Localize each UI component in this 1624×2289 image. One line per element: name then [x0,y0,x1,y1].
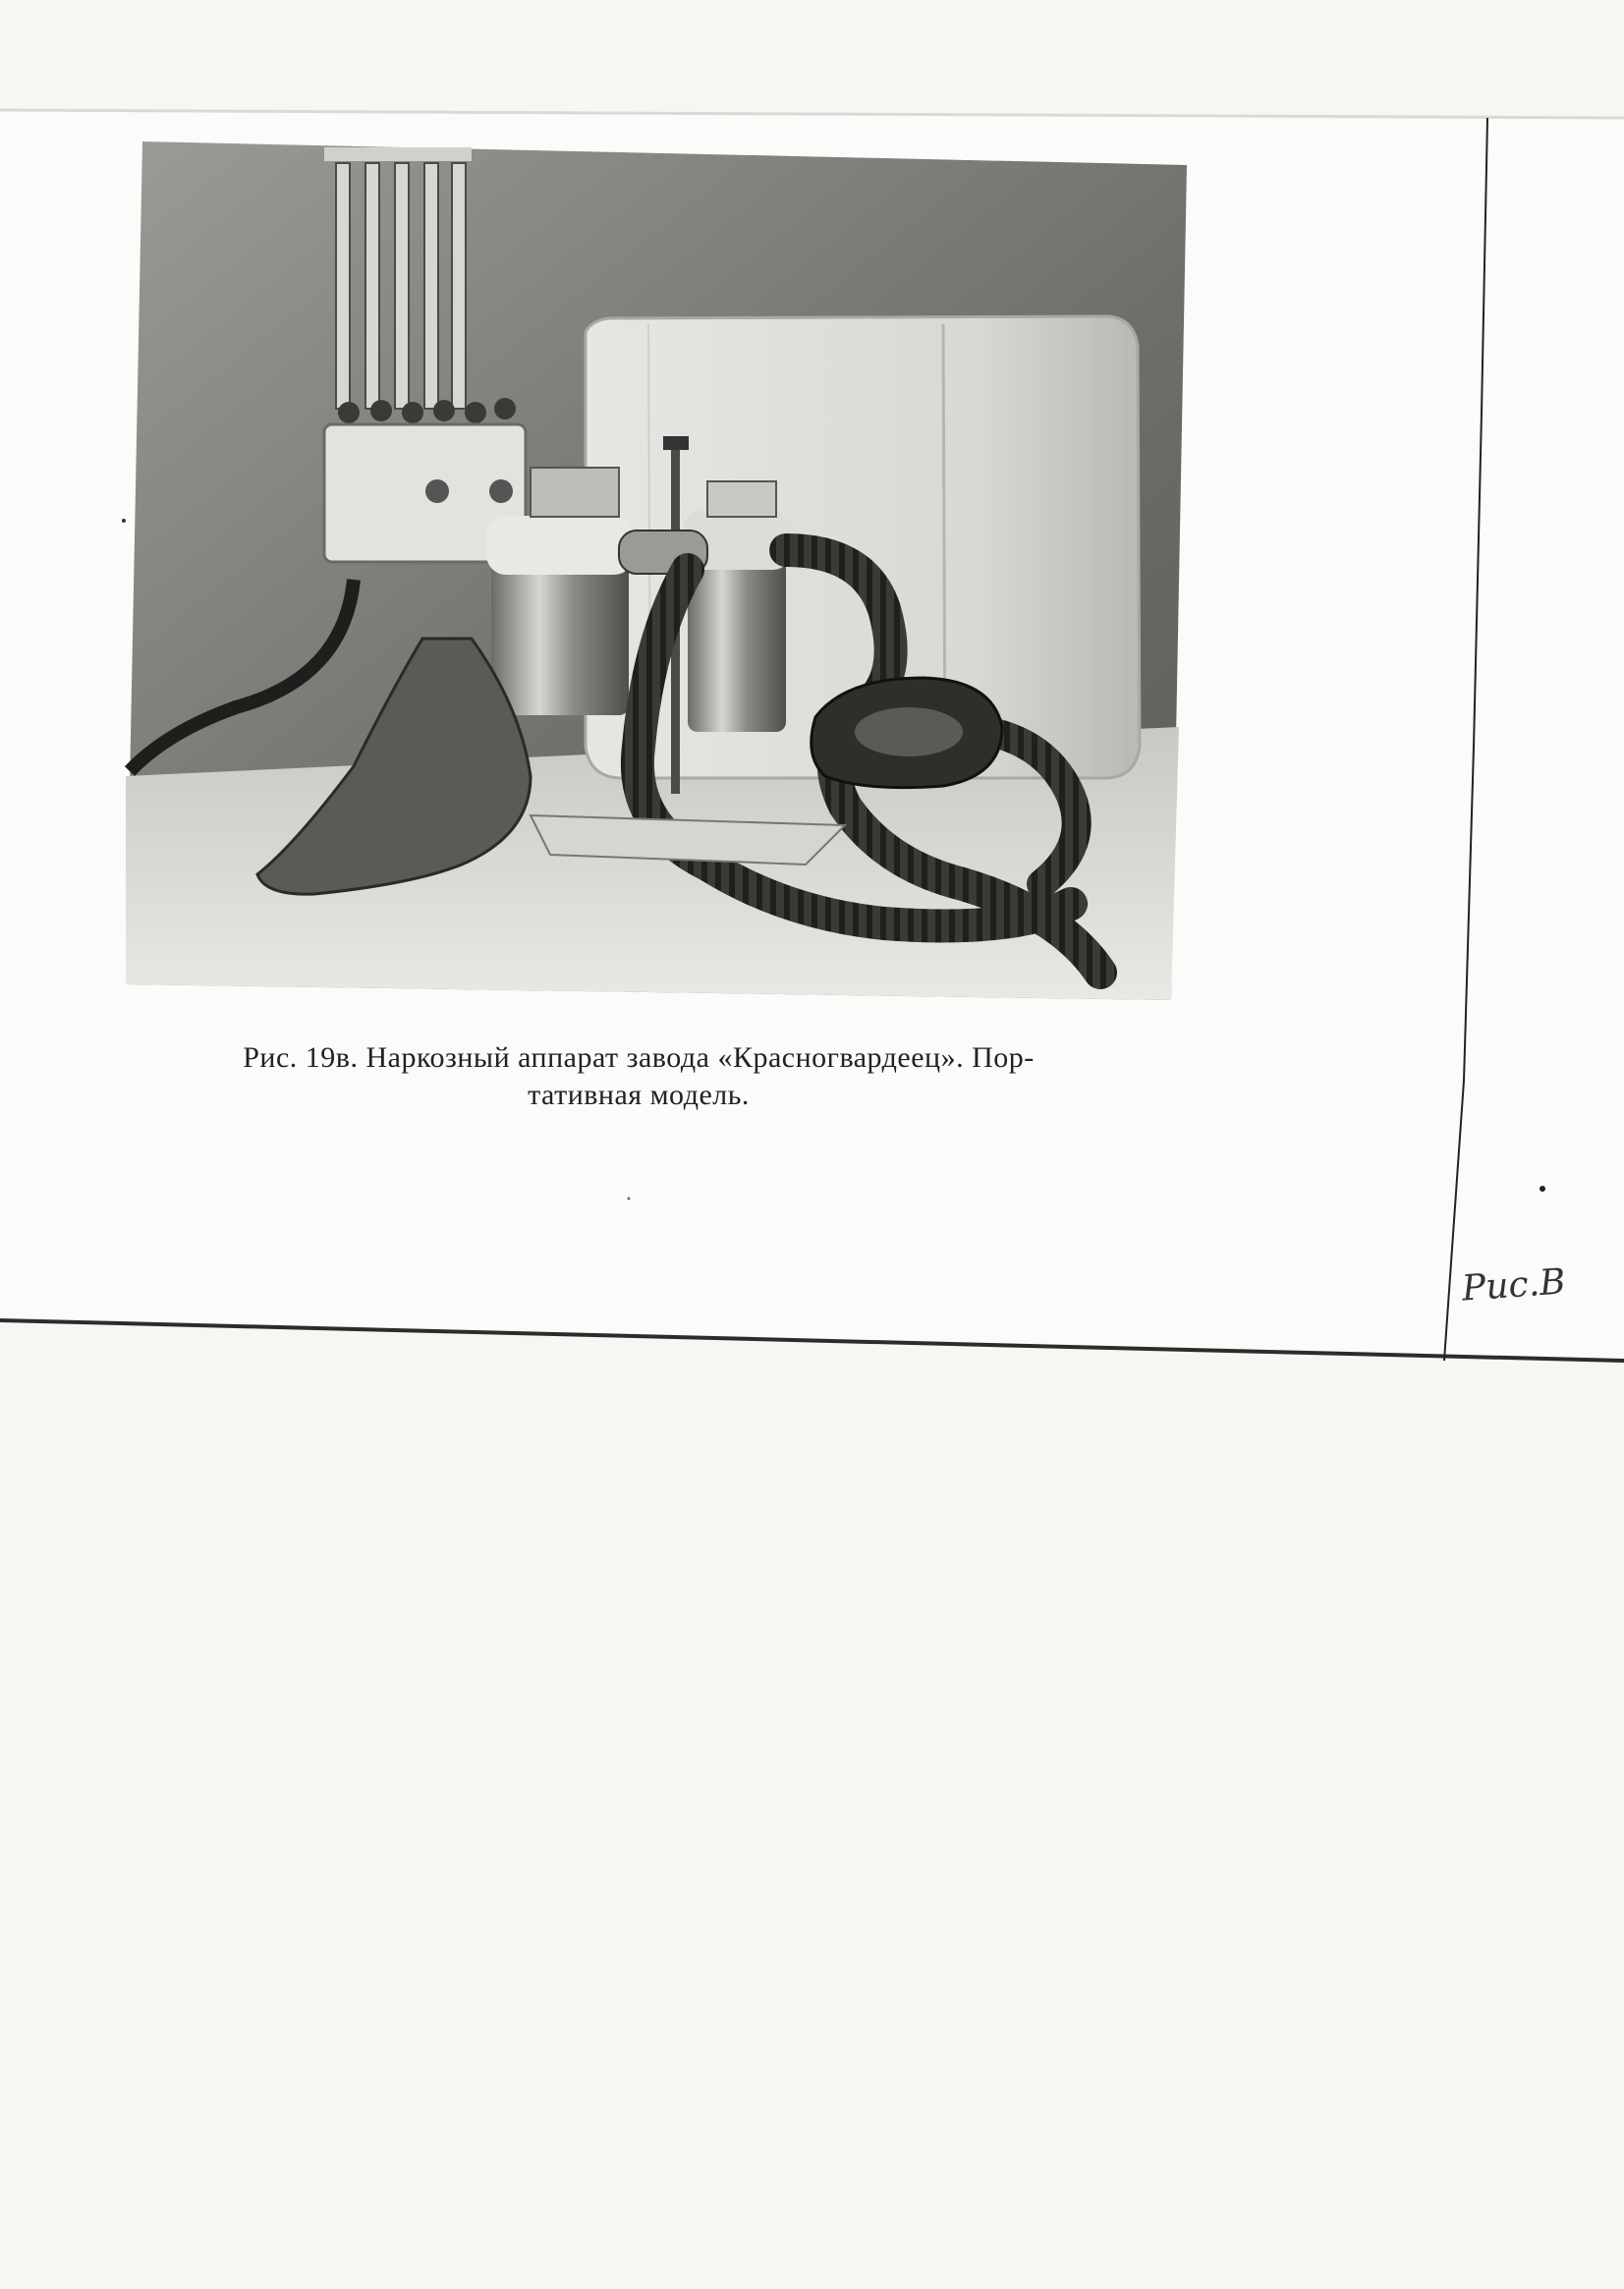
photo-flowmeter-frame [324,147,472,161]
figure-photo [126,141,1187,1000]
handwritten-margin-note: Рис.В [1460,1261,1567,1310]
caption-line-1: Рис. 19в. Наркозный аппарат завода «Красногвардеец». Пор- [243,1041,1035,1074]
caption-line-2: тативная модель. [528,1079,750,1111]
figure-caption [98,1039,1179,1114]
